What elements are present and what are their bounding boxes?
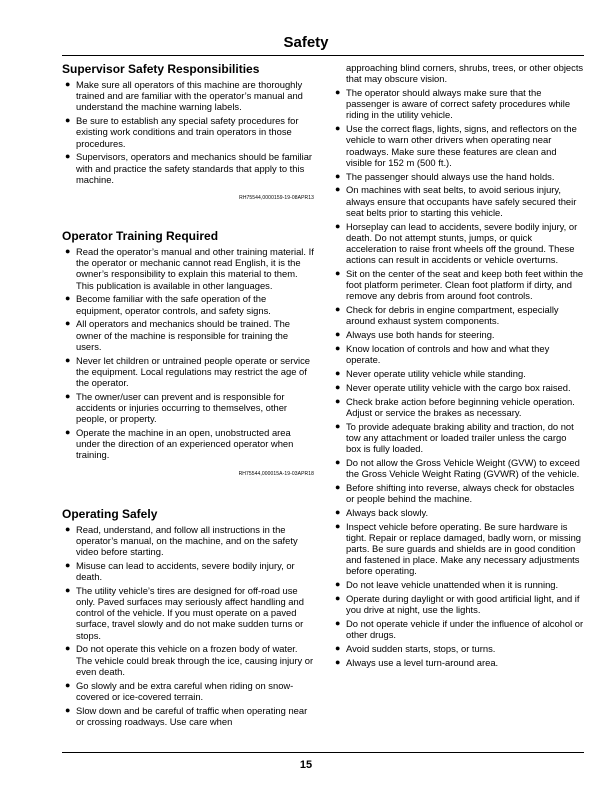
reference-code: RH75544,0000159-19-08APR13 (239, 195, 314, 202)
bullet-icon: ● (65, 79, 71, 89)
bullet-text: Use the correct flags, lights, signs, and reflectors on the vehicle to warn other drivers when operating near roadways. Make sure these features are clean and visible for 152 m (500 ft.). (346, 123, 577, 168)
bullet-icon: ● (65, 390, 71, 401)
bullet-item (62, 560, 314, 582)
bullet-item (62, 246, 314, 291)
bullet-item (332, 304, 584, 326)
bullet-text: Inspect vehicle before operating. Be sure hardware is tight. Repair or replace damaged, badly worn, or missing parts. Be sure guards and shields are in good condition and fastened in place. Make any necessary adjustments before operating. (346, 520, 582, 577)
bullet-text: Read, understand, and follow all instructions in the operator’s manual, on the machine, and on the safety video before starting. (76, 523, 298, 558)
section-supervisor-safety (62, 62, 314, 201)
bullet-item (332, 593, 584, 615)
bullet-text: Always use both hands for steering. (346, 329, 495, 341)
bullet-icon: ● (65, 151, 71, 162)
bullet-text: Operate during daylight or with good artificial light, and if you drive at night, use the lights. (346, 593, 580, 616)
bullet-item (62, 293, 314, 315)
bullet-icon: ● (335, 618, 341, 629)
bullet-text: Do not allow the Gross Vehicle Weight (GVW) to exceed the Gross Vehicle Weight Rating (GVWR) of the vehicle. (346, 456, 580, 480)
bullet-text: Do not leave vehicle unattended when it is running. (346, 579, 559, 591)
bullet-item (332, 123, 584, 168)
page-title: Safety (283, 34, 329, 51)
bullet-item (62, 151, 314, 185)
page-number: 15 (299, 759, 313, 771)
bullet-item (332, 171, 584, 182)
bullet-icon: ● (65, 115, 71, 126)
bullet-icon: ● (335, 481, 341, 492)
bullet-item (332, 657, 584, 668)
bullet-text: Know location of controls and how and what they operate. (346, 343, 550, 366)
bullet-icon: ● (65, 427, 71, 438)
bullet-text: Supervisors, operators and mechanics should be familiar with and practice the safety standards that apply to this machine. (76, 151, 313, 185)
bullet-icon: ● (335, 220, 341, 231)
bullet-item (332, 184, 584, 218)
header-rule (62, 55, 584, 56)
bullet-text: The operator should always make sure that the passenger is aware of correct safety procedures while riding in the utility vehicle. (346, 87, 571, 121)
bullet-icon: ● (335, 368, 341, 379)
bullet-icon: ● (335, 268, 341, 279)
bullet-item (332, 521, 584, 577)
bullet-item (332, 396, 584, 418)
bullet-item (62, 585, 314, 641)
section-heading: Operator Training Required (62, 229, 219, 244)
bullet-list (332, 87, 584, 668)
bullet-icon: ● (335, 304, 341, 315)
bullet-text: The utility vehicle’s tires are designed for off-road use only. Paved surfaces may seriously affect handling and control of the vehicle. If you must operate on a paved surface, travel slowly and do not make sudden turns or stops. (76, 584, 304, 641)
bullet-item (332, 618, 584, 640)
bullet-item (62, 391, 314, 425)
bullet-item (62, 318, 314, 352)
bullet-icon: ● (65, 523, 71, 534)
bullet-text: All operators and mechanics should be trained. The owner of the machine is responsible for training the users. (76, 318, 291, 352)
bullet-item (62, 643, 314, 677)
bullet-text: Read the operator’s manual and other training material. If the operator or mechanic cannot read English, it is the owner’s responsibility to explain this material to them. This publication is available in other languages. (76, 246, 314, 291)
bullet-icon: ● (335, 656, 341, 667)
bullet-item (332, 221, 584, 266)
bullet-icon: ● (65, 704, 71, 715)
bullet-icon: ● (335, 170, 341, 181)
bullet-item (332, 579, 584, 590)
bullet-item (332, 457, 584, 479)
bullet-icon: ● (65, 643, 71, 654)
bullet-item (332, 343, 584, 365)
bullet-text: Check brake action before beginning vehicle operation. Adjust or service the brakes as necessary. (346, 395, 575, 418)
bullet-item (62, 705, 314, 727)
section-heading: Operating Safely (62, 506, 158, 521)
bullet-text: The owner/user can prevent and is responsible for accidents or injuries occurring to themselves, other people, or property. (76, 390, 288, 425)
bullet-icon: ● (335, 579, 341, 590)
bullet-item (332, 482, 584, 504)
bullet-icon: ● (335, 381, 341, 392)
bullet-icon: ● (335, 456, 341, 467)
bullet-text: Misuse can lead to accidents, severe bodily injury, or death. (76, 559, 295, 583)
bullet-item (332, 368, 584, 379)
bullet-icon: ● (335, 329, 341, 340)
bullet-list (62, 246, 314, 461)
bullet-icon: ● (65, 584, 71, 595)
bullet-text: Always back slowly. (346, 506, 429, 518)
bullet-icon: ● (65, 293, 71, 304)
bullet-item (332, 268, 584, 302)
bullet-item (332, 421, 584, 455)
bullet-icon: ● (335, 184, 341, 195)
bullet-icon: ● (65, 679, 71, 690)
bullet-text: Do not operate this vehicle on a frozen body of water. The vehicle could break through the ice, causing injury or even death. (76, 643, 314, 677)
bullet-text: Avoid sudden starts, stops, or turns. (346, 643, 496, 655)
bullet-text: Never operate utility vehicle while standing. (346, 368, 526, 380)
bullet-list (62, 524, 314, 727)
bullet-text: Horseplay can lead to accidents, severe bodily injury, or death. Do not attempt stunts, jumps, or quick acceleration to raise front wheels off the ground. These actions can result in accidents or vehicle overturns. (346, 220, 578, 266)
bullet-text: Become familiar with the safe operation of the equipment, operator controls, and safety signs. (76, 293, 271, 316)
left-column (62, 62, 314, 730)
reference-code: RH75544,000015A-19-03APR18 (238, 470, 314, 477)
bullet-item (332, 87, 584, 121)
bullet-item (62, 115, 314, 149)
bullet-list-continued (332, 62, 584, 84)
bullet-text: Sit on the center of the seat and keep both feet within the foot platform perimeter. Clean foot platform if dirty, and remove any debris from around foot controls. (346, 268, 584, 302)
bullet-text: Go slowly and be extra careful when riding on snow-covered or ice-covered terrain. (76, 679, 294, 702)
bullet-text: Check for debris in engine compartment, especially around exhaust system components. (346, 304, 559, 327)
bullet-list (62, 79, 314, 185)
bullet-text: Slow down and be careful of traffic when operating near or crossing roadways. Use care when (76, 704, 308, 727)
bullet-item (62, 79, 314, 113)
bullet-text: To provide adequate braking ability and traction, do not tow any attachment or loaded trailer unless the cargo box is fully loaded. (346, 420, 574, 455)
section-operating-safely (62, 507, 314, 727)
bullet-item (62, 524, 314, 558)
bullet-icon: ● (335, 87, 341, 97)
bullet-text: Operate the machine in an open, unobstructed area under the direction of an experienced operator when training. (76, 427, 294, 461)
bullet-text: The passenger should always use the hand holds. (346, 170, 555, 182)
footer-rule (62, 752, 584, 753)
continued-text: approaching blind corners, shrubs, trees, or other objects that may obscure vision. (346, 62, 584, 85)
bullet-text: Be sure to establish any special safety procedures for existing work conditions and train operators in those procedures. (76, 115, 299, 149)
bullet-icon: ● (65, 559, 71, 570)
section-operator-training (62, 229, 314, 477)
bullet-item (62, 680, 314, 702)
bullet-icon: ● (335, 593, 341, 604)
bullet-icon: ● (335, 420, 341, 431)
bullet-text: Do not operate vehicle if under the influence of alcohol or other drugs. (346, 618, 584, 641)
bullet-text: On machines with seat belts, to avoid serious injury, always ensure that occupants have safely secured their seat belts prior to starting this vehicle. (346, 184, 577, 218)
bullet-icon: ● (65, 354, 71, 365)
bullet-text: Never let children or untrained people operate or service the equipment. Local regulations may restrict the age of the operator. (76, 354, 310, 389)
bullet-item (332, 329, 584, 340)
bullet-text: Always use a level turn-around area. (346, 656, 499, 668)
bullet-item (62, 427, 314, 461)
bullet-text: Never operate utility vehicle with the cargo box raised. (346, 381, 571, 393)
bullet-item (62, 355, 314, 389)
bullet-icon: ● (335, 506, 341, 517)
bullet-icon: ● (335, 520, 341, 531)
bullet-text: Make sure all operators of this machine are thoroughly trained and are familiar with the operator’s manual and understand the machine warning labels. (76, 79, 303, 113)
bullet-text: Before shifting into reverse, always check for obstacles or people behind the machine. (346, 481, 575, 505)
bullet-icon: ● (65, 318, 71, 329)
bullet-icon: ● (335, 343, 341, 354)
right-column (332, 62, 584, 671)
bullet-icon: ● (335, 395, 341, 406)
bullet-icon: ● (65, 246, 71, 257)
bullet-icon: ● (335, 643, 341, 654)
bullet-item (332, 643, 584, 654)
bullet-item (332, 507, 584, 518)
bullet-item (332, 382, 584, 393)
section-heading: Supervisor Safety Responsibilities (62, 62, 260, 76)
bullet-icon: ● (335, 123, 341, 134)
